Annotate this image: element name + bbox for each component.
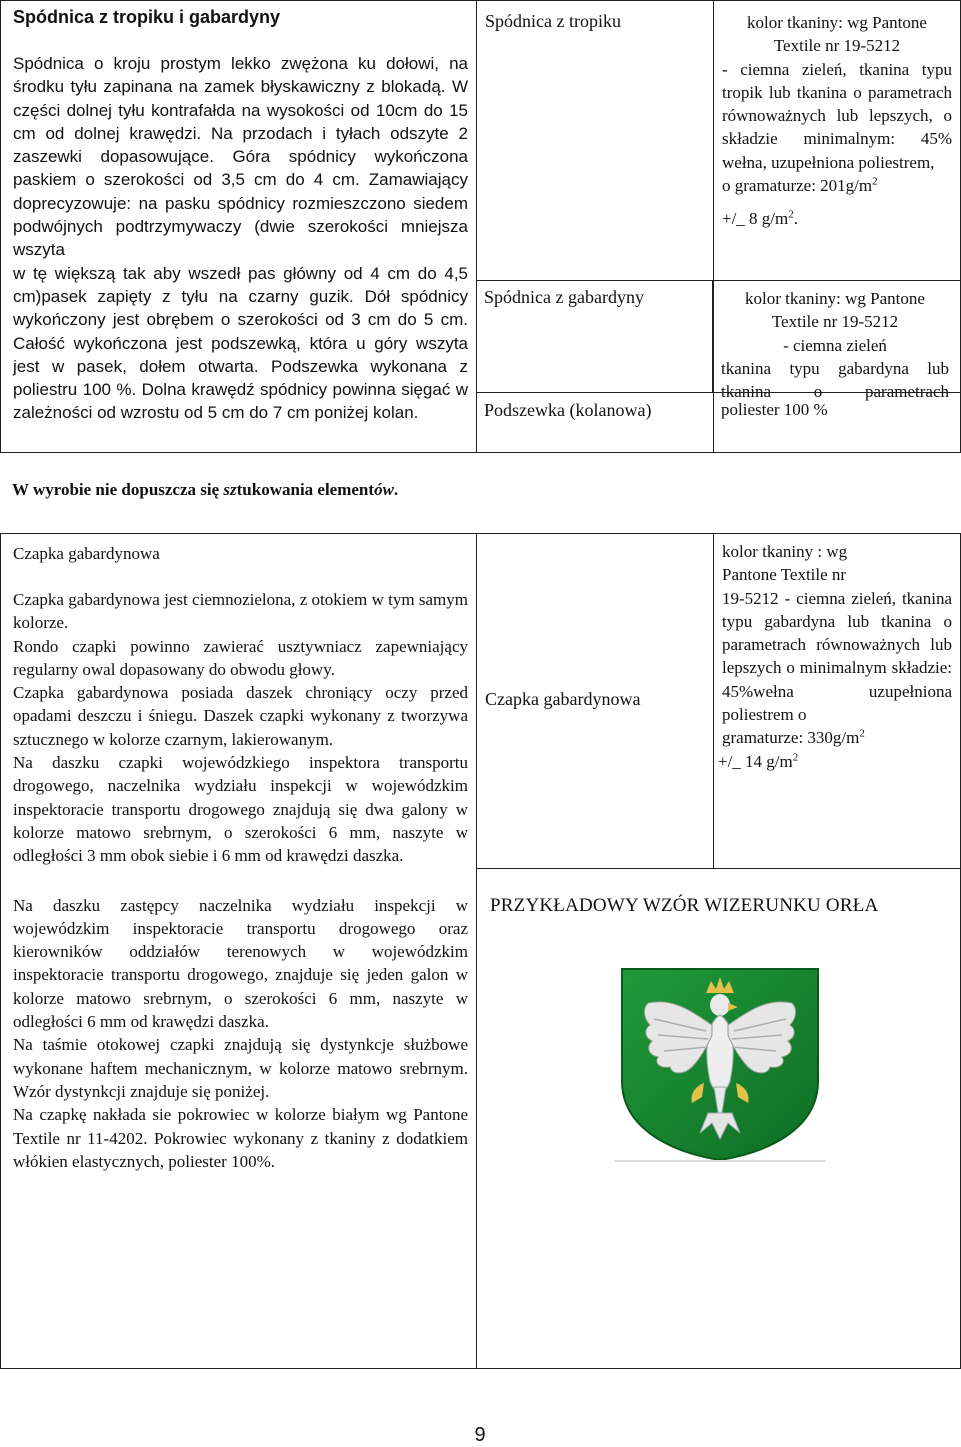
cap-paragraph: Na daszku zastępcy naczelnika wydziału inspekcji w wojewódzkim inspektoracie transportu drogowego oraz kierowników oddziałów terenowych w wojewódzkim inspektoracie transportu drogowego, znajduje się jeden galon w kolorze matowo srebrnym, o szerokości 6 mm, naszyte w odległości 6 mm od krawędzi daszka. (13, 895, 468, 1032)
skirt-description-part2: w tę większą tak aby wszedł pas główny od 4 cm do 4,5 cm)pasek zapięty z tyłu na czarny guzik. Dół spódnicy wykończony jest obrębem o szerokości od 3 cm do 5 cm. Całość wykończona jest podszewką, która u góry wszyta jest w pasek, dołem otwarta. Podszewka wykonana z poliestru 100 %. Dolna krawędź spódnicy powinna sięgać w zależności od wzrostu od 5 cm do 7 cm poniżej kolan. (13, 263, 468, 423)
material-color-line: kolor tkaniny : wg (722, 542, 848, 561)
cap-paragraph: Na czapkę nakłada sie pokrowiec w kolorze białym wg Pantone Textile nr 11-4202. Pokrowiec wykonany z tkaniny z dodatkiem włókien elastycznych, poliester 100%. (13, 1105, 468, 1171)
gabardine-material (721, 287, 949, 402)
material-pantone-line: Pantone Textile nr (722, 565, 847, 585)
skirt-description-cell (1, 1, 477, 453)
material-pantone-line: Textile nr 19-5212 (771, 312, 899, 332)
material-color-line: kolor tkaniny: wg Pantone (745, 289, 925, 308)
material-color-line: kolor tkaniny: wg Pantone (747, 13, 927, 32)
skirt-title: Spódnica z tropiku i gabardyny (13, 7, 281, 27)
item-name: Spódnica z gabardyny (484, 287, 644, 307)
material-weight: o gramaturze: $201g/m^2$ (722, 175, 878, 196)
cap-material-cell (714, 534, 961, 869)
material-pantone-line: Textile nr 19-5212 (773, 36, 901, 56)
cap-item-name-cell (477, 534, 714, 869)
material-description: 19-5212 - ciemna zieleń, tkanina typu gabardyna lub tkanina o parametrach równoważnych lub lepszych o minimalnym składzie: 45%wełna uzupełniona poliestrem o (722, 588, 952, 725)
item-name: Spódnica z tropiku (485, 11, 621, 31)
no-patching-warning: W wyrobie nie dopuszcza się sztukowania elementów. (12, 480, 399, 499)
lining-material: poliester 100 % (721, 400, 828, 419)
cap-description-cell (1, 534, 477, 1369)
item-name: Podszewka (kolanowa) (484, 400, 652, 420)
cap-paragraph: Czapka gabardynowa posiada daszek chroniący oczy przed opadami deszczu i śniegu. Daszek czapki wykonany z tworzywa sztucznego w kolorze czarnym, lakierowanym. (13, 683, 468, 749)
skirt-row-gabardine (476, 280, 960, 402)
material-description: tkanina typu gabardyna lub tkanina o parametrach (721, 358, 949, 402)
emblem-shadow (614, 1160, 826, 1162)
material-shade-line: - ciemna zieleń (783, 335, 887, 355)
material-description: - ciemna zieleń, tkanina typu tropik lub tkanina o parametrach równoważnych lub lepszych, o składzie minimalnym: 45% wełna, uzupełniona poliestrem, (722, 59, 952, 172)
eagle-emblem (614, 963, 826, 1163)
material-tolerance: +/_ 8 $g/m^2$. (722, 208, 799, 229)
page-number: 9 (474, 1424, 486, 1446)
column-divider (712, 280, 713, 392)
cap-table (0, 533, 961, 1369)
cap-paragraph: Na taśmie otokowej czapki znajdują się dystynkcje służbowe wykonane haftem mechanicznym, w kolorze matowo srebrnym. Wzór dystynkcji znajduje się poniżej. (13, 1035, 468, 1101)
cap-paragraph: Czapka gabardynowa jest ciemnozielona, z otokiem w tym samym kolorze. (13, 590, 468, 633)
cap-paragraph: Rondo czapki powinno zawierać usztywniacz zapewniający regularny owal dopasowany do obwodu głowy. (13, 636, 468, 679)
cap-title: Czapka gabardynowa (13, 544, 160, 563)
eagle-pattern-label: PRZYKŁADOWY WZÓR WIZERUNKU ORŁA (490, 895, 879, 916)
skirt-description-part1: Spódnica o kroju prostym lekko zwężona ku dołowi, na środku tyłu zapinana na zamek błyskawiczny z blokadą. W części dolnej tyłu kontrafałda na wysokości od 10cm do 15 cm od dolnej krawędzi. Na przodach i tyłach odszyte 2 zaszewki dopasowujące. Góra spódnicy wykończona paskiem o szerokości od 3,5 cm do 4 cm. Zamawiający doprecyzowuje: na pasku spódnicy rozmieszczono siedem podwójnych podtrzymywaczy (dwie szerokości mniejsza wszyta (13, 54, 468, 260)
cap-paragraph: Na daszku czapki wojewódzkiego inspektora transportu drogowego, naczelnika wydziału inspekcji w wojewódzkim inspektoracie transportu drogowego znajdują się dwa galony w kolorze matowo srebrnym, o szerokości 6 mm, naszyte w odległości 3 mm obok siebie i 6 mm od krawędzi daszka. (13, 753, 468, 866)
item-name: Czapka gabardynowa (485, 688, 641, 709)
eagle-emblem-icon (614, 963, 826, 1163)
material-tolerance: +/_ 14 $g/m^2$ (718, 751, 799, 771)
skirt-row-lining (476, 392, 960, 453)
material-weight: gramaturze: $330g/m^2$ (722, 727, 865, 748)
